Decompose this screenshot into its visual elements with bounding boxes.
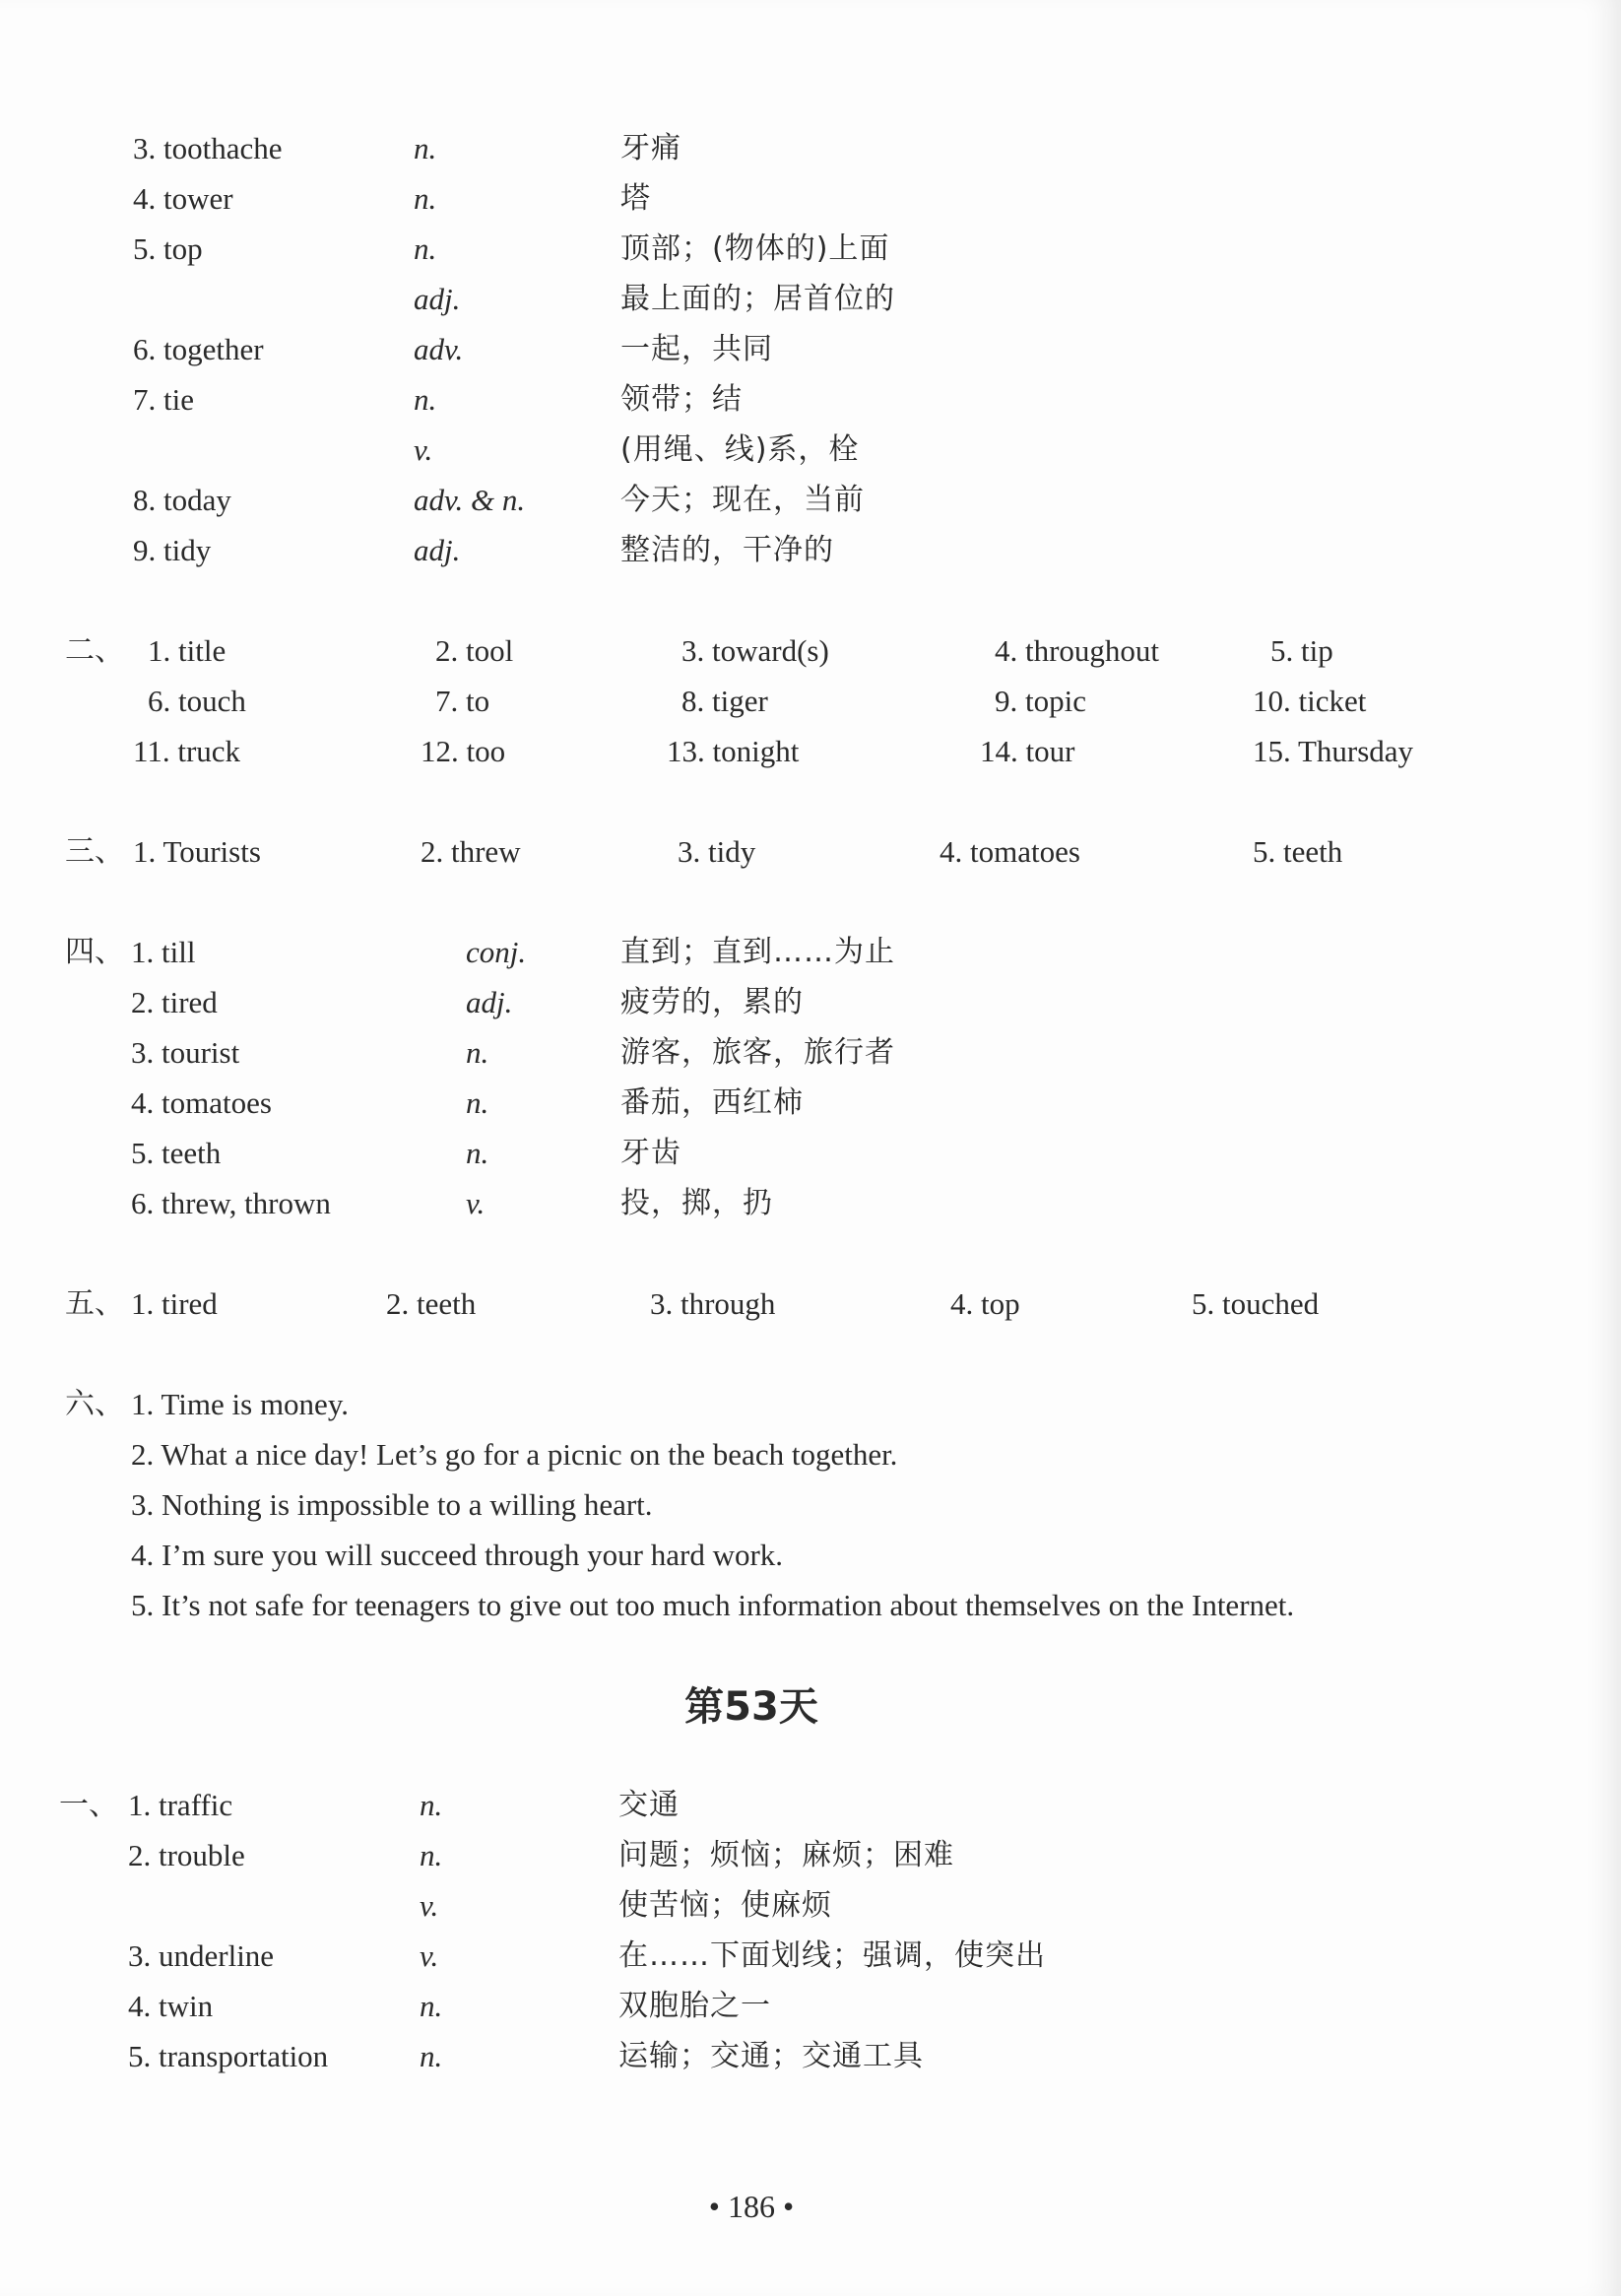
vocab-word: 8. today <box>133 483 231 517</box>
vocab-word: 2. tired <box>131 985 218 1019</box>
vocab-word: 4. tomatoes <box>131 1085 272 1120</box>
vocab-pos: n. <box>466 1085 489 1120</box>
vocab-word: 1. traffic <box>128 1788 233 1822</box>
vocab-pos: n. <box>414 231 437 266</box>
answer-item: 5. tip <box>1270 633 1333 668</box>
vocab-meaning: 塔 <box>620 181 651 216</box>
vocab-pos: adj. <box>414 282 461 316</box>
section-label: 四、 <box>65 935 124 969</box>
vocab-meaning: 在……下面划线；强调，使突出 <box>618 1938 1046 1973</box>
answer-item: 5. teeth <box>1253 834 1343 869</box>
vocab-meaning: 最上面的；居首位的 <box>620 282 895 316</box>
vocab-meaning: 交通 <box>618 1788 680 1822</box>
answer-sentence: 4. I’m sure you will succeed through your hard work. <box>131 1538 784 1572</box>
section-label: 三、 <box>65 834 124 869</box>
vocab-word: 5. transportation <box>128 2039 329 2073</box>
vocab-pos: n. <box>420 1838 443 1872</box>
answer-item: 15. Thursday <box>1253 734 1414 768</box>
answer-item: 10. ticket <box>1253 684 1367 718</box>
vocab-pos: n. <box>420 1788 443 1822</box>
vocab-pos: v. <box>414 432 433 467</box>
vocab-word: 5. teeth <box>131 1136 222 1170</box>
vocab-pos: v. <box>420 1938 439 1973</box>
vocab-word: 3. underline <box>128 1938 275 1973</box>
answer-item: 1. Tourists <box>133 834 261 869</box>
vocab-pos: n. <box>414 382 437 417</box>
vocab-word: 7. tie <box>133 382 194 417</box>
vocab-meaning: 牙痛 <box>620 131 681 165</box>
vocab-word: 3. toothache <box>133 131 283 165</box>
answer-sentence: 1. Time is money. <box>131 1387 350 1421</box>
vocab-word: 1. till <box>131 935 196 969</box>
vocab-meaning: 牙齿 <box>620 1136 681 1170</box>
answer-item: 1. tired <box>131 1286 218 1321</box>
answer-item: 3. toward(s) <box>681 633 829 668</box>
vocab-meaning: 双胞胎之一 <box>618 1989 771 2023</box>
answer-item: 9. topic <box>995 684 1086 718</box>
section-label: 二、 <box>65 633 124 668</box>
vocab-word: 4. tower <box>133 181 233 216</box>
vocab-pos: v. <box>420 1888 439 1923</box>
answer-item: 3. tidy <box>678 834 756 869</box>
vocab-meaning: 今天；现在，当前 <box>620 483 865 517</box>
vocab-word: 5. top <box>133 231 203 266</box>
vocab-meaning: 运输；交通；交通工具 <box>618 2039 924 2073</box>
answer-item: 8. tiger <box>681 684 768 718</box>
vocab-pos: n. <box>420 2039 443 2073</box>
vocab-pos: n. <box>466 1035 489 1070</box>
day-title: 第53天 <box>684 1684 818 1730</box>
answer-sentence: 2. What a nice day! Let’s go for a picnic on the beach together. <box>131 1437 898 1472</box>
vocab-pos: n. <box>466 1136 489 1170</box>
answer-item: 4. top <box>950 1286 1020 1321</box>
vocab-word: 3. tourist <box>131 1035 240 1070</box>
vocab-pos: adv. <box>414 332 464 366</box>
vocab-pos: v. <box>466 1186 486 1220</box>
vocab-meaning: (用绳、线)系，栓 <box>620 432 860 467</box>
answer-item: 1. title <box>148 633 227 668</box>
answer-item: 2. tool <box>435 633 514 668</box>
vocab-word: 2. trouble <box>128 1838 245 1872</box>
answer-item: 4. tomatoes <box>940 834 1080 869</box>
vocab-pos: n. <box>414 131 437 165</box>
vocab-pos: adv. & n. <box>414 483 526 517</box>
answer-item: 7. to <box>435 684 490 718</box>
vocab-meaning: 疲劳的，累的 <box>620 985 804 1019</box>
vocab-pos: n. <box>414 181 437 216</box>
vocab-meaning: 游客，旅客，旅行者 <box>620 1035 895 1070</box>
vocab-word: 9. tidy <box>133 533 212 567</box>
vocab-meaning: 一起，共同 <box>620 332 773 366</box>
answer-item: 14. tour <box>980 734 1075 768</box>
vocab-meaning: 领带；结 <box>620 382 743 417</box>
vocab-word: 6. threw, thrown <box>131 1186 331 1220</box>
answer-sentence: 5. It’s not safe for teenagers to give out too much information about themselves on the Internet. <box>131 1588 1295 1622</box>
vocab-meaning: 使苦恼；使麻烦 <box>618 1888 832 1923</box>
section-label: 六、 <box>65 1387 124 1421</box>
page-number: • 186 • <box>708 2189 795 2224</box>
answer-item: 6. touch <box>148 684 246 718</box>
vocab-pos: adj. <box>414 533 461 567</box>
vocab-meaning: 番茄，西红柿 <box>620 1085 804 1120</box>
vocab-meaning: 直到；直到……为止 <box>620 935 895 969</box>
answer-sentence: 3. Nothing is impossible to a willing heart. <box>131 1487 653 1522</box>
vocab-meaning: 投，掷，扔 <box>620 1186 773 1220</box>
vocab-word: 6. together <box>133 332 264 366</box>
section-label: 一、 <box>59 1788 118 1822</box>
answer-item: 12. too <box>421 734 506 768</box>
answer-item: 4. throughout <box>995 633 1160 668</box>
vocab-pos: n. <box>420 1989 443 2023</box>
vocab-meaning: 问题；烦恼；麻烦；困难 <box>618 1838 954 1872</box>
answer-item: 2. threw <box>421 834 521 869</box>
answer-item: 13. tonight <box>667 734 800 768</box>
answer-item: 3. through <box>650 1286 776 1321</box>
vocab-pos: conj. <box>466 935 527 969</box>
vocab-word: 4. twin <box>128 1989 214 2023</box>
answer-item: 2. teeth <box>386 1286 477 1321</box>
vocab-meaning: 顶部；(物体的)上面 <box>620 231 890 266</box>
section-label: 五、 <box>65 1286 124 1321</box>
answer-item: 11. truck <box>133 734 241 768</box>
answer-item: 5. touched <box>1192 1286 1320 1321</box>
vocab-meaning: 整洁的，干净的 <box>620 533 834 567</box>
vocab-pos: adj. <box>466 985 513 1019</box>
